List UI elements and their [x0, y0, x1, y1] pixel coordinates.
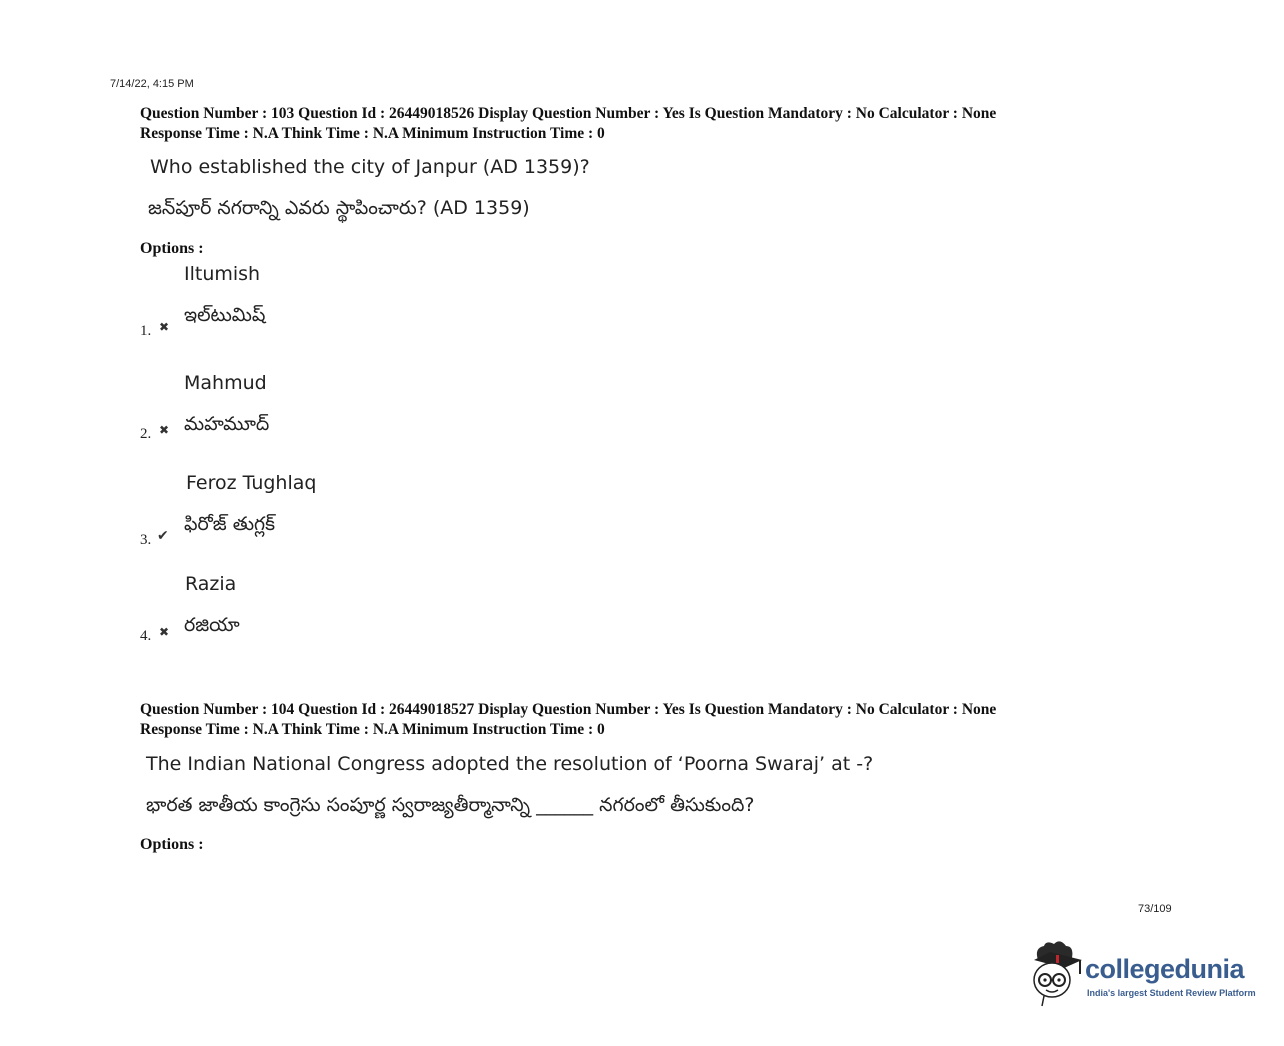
question-meta-line-1: Question Number : 103 Question Id : 26449018526 Display Question Number : Yes Is Question Mandatory : No Calculator : None: [140, 105, 997, 122]
question-104-meta: [140, 700, 996, 740]
print-timestamp: 7/14/22, 4:15 PM: [110, 78, 194, 90]
brand-tagline: India's largest Student Review Platform: [1087, 988, 1256, 998]
option-4-english: Razia: [185, 573, 237, 595]
wrong-cross-icon: ✖: [159, 625, 170, 639]
question-104-text-telugu: భారత జాతీయ కాంగ్రెసు సంపూర్ణ స్వరాజ్యతీర్మానాన్ని ______ నగరంలో తీసుకుంది?: [146, 794, 755, 816]
wrong-cross-icon: ✖: [159, 320, 170, 334]
option-4-telugu: రజియా: [184, 614, 240, 636]
option-1-telugu: ఇల్‌టుమిష్: [184, 304, 266, 326]
wrong-cross-icon: ✖: [159, 423, 170, 437]
option-1-english: Iltumish: [184, 263, 261, 285]
question-104-text-english: The Indian National Congress adopted the resolution of ‘Poorna Swaraj’ at -?: [146, 753, 874, 775]
question-meta-line-1: Question Number : 104 Question Id : 26449018527 Display Question Number : Yes Is Question Mandatory : No Calculator : None: [140, 701, 997, 718]
page-number: 73/109: [1138, 903, 1172, 915]
question-103-text-telugu: జన్‌పూర్ నగరాన్ని ఎవరు స్థాపించారు? (AD 1359): [148, 197, 530, 219]
question-meta-line-2: Response Time : N.A Think Time : N.A Minimum Instruction Time : 0: [140, 721, 605, 738]
option-4-number: 4.: [140, 628, 152, 644]
option-2-telugu: మహమూద్: [184, 413, 270, 435]
option-2-english: Mahmud: [184, 372, 267, 394]
brand-logo-text: collegedunia: [1085, 954, 1245, 984]
question-103-text-english: Who established the city of Janpur (AD 1359)?: [150, 156, 590, 178]
options-label: Options :: [140, 836, 204, 853]
option-3-telugu: ఫిరోజ్ తుగ్లక్: [184, 513, 276, 535]
question-meta-line-2: Response Time : N.A Think Time : N.A Minimum Instruction Time : 0: [140, 125, 605, 142]
options-label: Options :: [140, 240, 204, 257]
option-1-number: 1.: [140, 323, 152, 339]
option-3-english: Feroz Tughlaq: [186, 472, 317, 494]
question-103-meta: [140, 104, 996, 144]
option-3-number: 3.: [140, 532, 152, 548]
collegedunia-mascot-logo: [1024, 938, 1086, 1008]
correct-check-icon: ✔: [157, 528, 169, 544]
option-2-number: 2.: [140, 426, 152, 442]
